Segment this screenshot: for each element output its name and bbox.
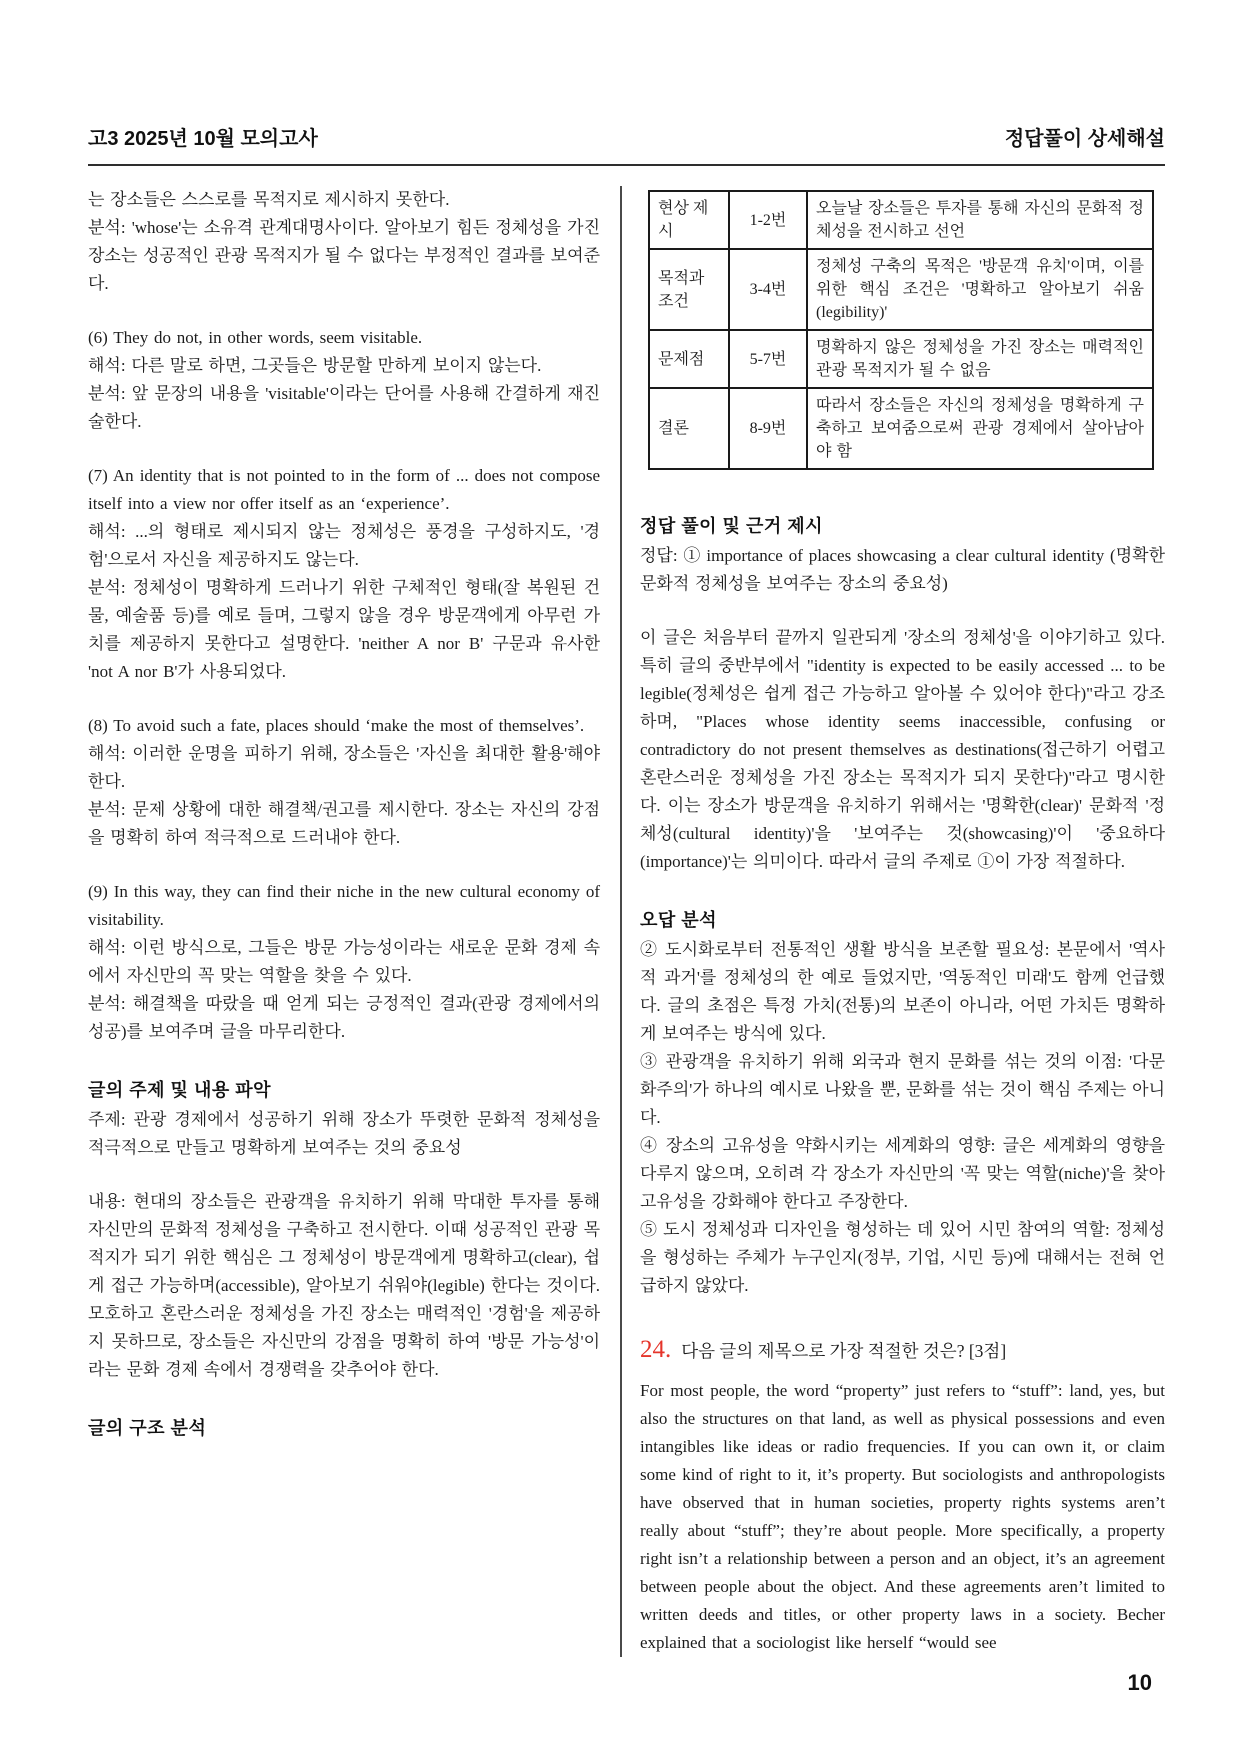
translation-line: 해석: 이런 방식으로, 그들은 방문 가능성이라는 새로운 문화 경제 속에서 자신만의 꼭 맞는 역할을 찾을 수 있다. [88, 938, 600, 985]
wrong-answer-item: ③ 관광객을 유치하기 위해 외국과 현지 문화를 섞는 것의 이점: '다문화주의'가 하나의 예시로 나왔을 뿐, 문화를 섞는 것이 핵심 주제는 아니다. [640, 1052, 1165, 1127]
analysis-line: 분석: 정체성이 명확하게 드러나기 위한 구체적인 형태(잘 복원된 건물, 예술품 등)를 예로 들며, 그렇지 않을 경우 방문객에게 아무런 가치를 제공하지 못한다고 설명한다. 'neither A nor B' 구문과 유사한 'not A nor B'가 사용되었다. [88, 578, 600, 681]
wrong-answer-item: ② 도시화로부터 전통적인 생활 방식을 보존할 필요성: 본문에서 '역사적 과거'를 정체성의 한 예로 들었지만, '역동적인 미래'도 함께 언급했다. 글의 초점은 특정 가치(전통)의 보존이 아니라, 어떤 가치든 명확하게 보여주는 방식에 있다. [640, 940, 1165, 1043]
analysis-line: 분석: 해결책을 따랐을 때 얻게 되는 긍정적인 결과(관광 경제에서의 성공)를 보여주며 글을 마무리한다. [88, 994, 600, 1041]
two-column-content [88, 186, 1165, 1657]
structure-table [648, 190, 1154, 470]
answer-line: 정답: ① importance of places showcasing a clear cultural identity (명확한 문화적 정체성을 보여주는 장소의 중요성) [640, 546, 1165, 593]
spacer [640, 470, 1165, 512]
structure-desc-cell: 명확하지 않은 정체성을 가진 장소는 매력적인 관광 목적지가 될 수 없음 [807, 330, 1153, 388]
body-line: 는 장소들은 스스로를 목적지로 제시하지 못한다. [88, 190, 450, 209]
sentence-range-cell: 3-4번 [729, 249, 807, 330]
sentence-analysis-group [88, 186, 600, 298]
question-24 [640, 1336, 1165, 1365]
right-column [622, 186, 1165, 1657]
table-row [649, 388, 1153, 469]
sentence-analysis-group [88, 712, 600, 852]
translation-line: 해석: 이러한 운명을 피하기 위해, 장소들은 '자신을 최대한 활용'해야 한다. [88, 744, 600, 791]
translation-line: 해석: ...의 형태로 제시되지 않는 정체성은 풍경을 구성하지도, '경험'으로서 자신을 제공하지도 않는다. [88, 522, 600, 569]
wrong-answer-item: ⑤ 도시 정체성과 디자인을 형성하는 데 있어 시민 참여의 역할: 정체성을 형성하는 주체가 누구인지(정부, 기업, 시민 등)에 대해서는 전혀 언급하지 않았다. [640, 1220, 1165, 1295]
content-paragraph: 내용: 현대의 장소들은 관광객을 유치하기 위해 막대한 투자를 통해 자신만의 문화적 정체성을 구축하고 전시한다. 이때 성공적인 관광 목적지가 되기 위한 핵심은 그 정체성이 방문객에게 명확하고(clear), 쉽게 접근 가능하며(accessible), 알아보기 쉬워야(legible) 한다는 것이다. 모호하고 혼란스러운 정체성을 가진 장소는 매력적인 '경험'을 제공하지 못하므로, 장소들은 자신만의 강점을 명확히 하여 '방문 가능성'이라는 문화 경제 속에서 경쟁력을 갖추어야 한다. [88, 1192, 600, 1379]
structure-label-cell: 문제점 [649, 330, 729, 388]
sentence-line: (6) They do not, in other words, seem visitable. [88, 328, 423, 347]
section-heading-topic: 글의 주제 및 내용 파악 [88, 1080, 271, 1100]
exam-title: 고3 2025년 10월 모의고사 [88, 128, 318, 150]
section-heading-wrong-answers: 오답 분석 [640, 910, 718, 930]
spacer [88, 1162, 600, 1188]
answer-explanation-paragraph: 이 글은 처음부터 끝까지 일관되게 '장소의 정체성'을 이야기하고 있다. 특히 글의 중반부에서 "identity is expected to be easily accessed ... to be legible(정체성은 쉽게 접근 가능하고 알아볼 수 있어야 한다)"라고 강조하며, "Places whose identity seems inaccessible, confusing or contradictory do not present themselves as destinations(접근하기 어렵고 혼란스러운 정체성을 가진 장소는 목적지가 되지 못한다)"라고 명시한다. 이는 장소가 방문객을 유치하기 위해서는 '명확한(clear)' 문화적 '정체성(cultural identity)'을 '보여주는 것(showcasing)'이 '중요하다(importance)'는 의미이다. 따라서 글의 주제로 ①이 가장 적절하다. [640, 628, 1165, 871]
header-rule [88, 164, 1165, 166]
sentence-line: (7) An identity that is not pointed to in the form of ... does not compose itself into a view nor offer itself as an ‘experience’. [88, 466, 600, 513]
section-heading-structure: 글의 구조 분석 [88, 1418, 207, 1438]
structure-label-cell: 결론 [649, 388, 729, 469]
sentence-range-cell: 8-9번 [729, 388, 807, 469]
analysis-line: 분석: 'whose'는 소유격 관계대명사이다. 알아보기 힘든 정체성을 가진 장소는 성공적인 관광 목적지가 될 수 없다는 부정적인 결과를 보여준다. [88, 218, 600, 293]
structure-label-cell: 목적과 조건 [649, 249, 729, 330]
table-row [649, 330, 1153, 388]
topic-paragraph: 주제: 관광 경제에서 성공하기 위해 장소가 뚜렷한 문화적 정체성을 적극적으로 만들고 명확하게 보여주는 것의 중요성 [88, 1110, 600, 1157]
page-number: 10 [1127, 1670, 1152, 1695]
spacer [640, 598, 1165, 624]
table-row [649, 191, 1153, 249]
sentence-line: (9) In this way, they can find their niche in the new cultural economy of visitability. [88, 882, 600, 929]
structure-desc-cell: 오늘날 장소들은 투자를 통해 자신의 문화적 정체성을 전시하고 선언 [807, 191, 1153, 249]
question-text: 다음 글의 제목으로 가장 적절한 것은? [3점] [681, 1341, 1007, 1361]
left-column [88, 186, 600, 1657]
question-number: 24. [640, 1336, 672, 1363]
sentence-line: (8) To avoid such a fate, places should ‘make the most of themselves’. [88, 716, 585, 735]
sentence-range-cell: 1-2번 [729, 191, 807, 249]
sentence-analysis-group [88, 878, 600, 1046]
structure-desc-cell: 따라서 장소들은 자신의 정체성을 명확하게 구축하고 보여줌으로써 관광 경제에서 살아남아야 함 [807, 388, 1153, 469]
structure-desc-cell: 정체성 구축의 목적은 '방문객 유치'이며, 이를 위한 핵심 조건은 '명확하고 알아보기 쉬움(legibility)' [807, 249, 1153, 330]
section-heading-answer: 정답 풀이 및 근거 제시 [640, 516, 823, 536]
analysis-line: 분석: 문제 상황에 대한 해결책/권고를 제시한다. 장소는 자신의 강점을 명확히 하여 적극적으로 드러내야 한다. [88, 800, 600, 847]
question-passage: For most people, the word “property” just refers to “stuff”: land, yes, but also the structures on that land, as well as physical possessions and even intangibles like ideas or radio frequencies. If you can own it, or claim some kind of right to it, it’s property. But sociologists and anthropologists have observed that in human societies, property rights systems aren’t really about “stuff”; they’re about people. More specifically, a property right isn’t a relationship between a person and an object, it’s an agreement between people about the object. And these agreements aren’t limited to written deeds and titles, or other property laws in a society. Becher explained that a sociologist like herself “would see [640, 1381, 1165, 1652]
table-row [649, 249, 1153, 330]
structure-label-cell: 현상 제시 [649, 191, 729, 249]
sentence-analysis-group [88, 462, 600, 686]
analysis-line: 분석: 앞 문장의 내용을 'visitable'이라는 단어를 사용해 간결하게 재진술한다. [88, 384, 600, 431]
translation-line: 해석: 다른 말로 하면, 그곳들은 방문할 만하게 보이지 않는다. [88, 356, 542, 375]
sentence-range-cell: 5-7번 [729, 330, 807, 388]
sentence-analysis-group [88, 324, 600, 436]
wrong-answer-item: ④ 장소의 고유성을 약화시키는 세계화의 영향: 글은 세계화의 영향을 다루지 않으며, 오히려 각 장소가 자신만의 '꼭 맞는 역할(niche)'을 찾아 고유성을 강화해야 한다고 주장한다. [640, 1136, 1165, 1211]
page-header [88, 122, 1165, 151]
document-title: 정답풀이 상세해설 [1004, 128, 1165, 150]
